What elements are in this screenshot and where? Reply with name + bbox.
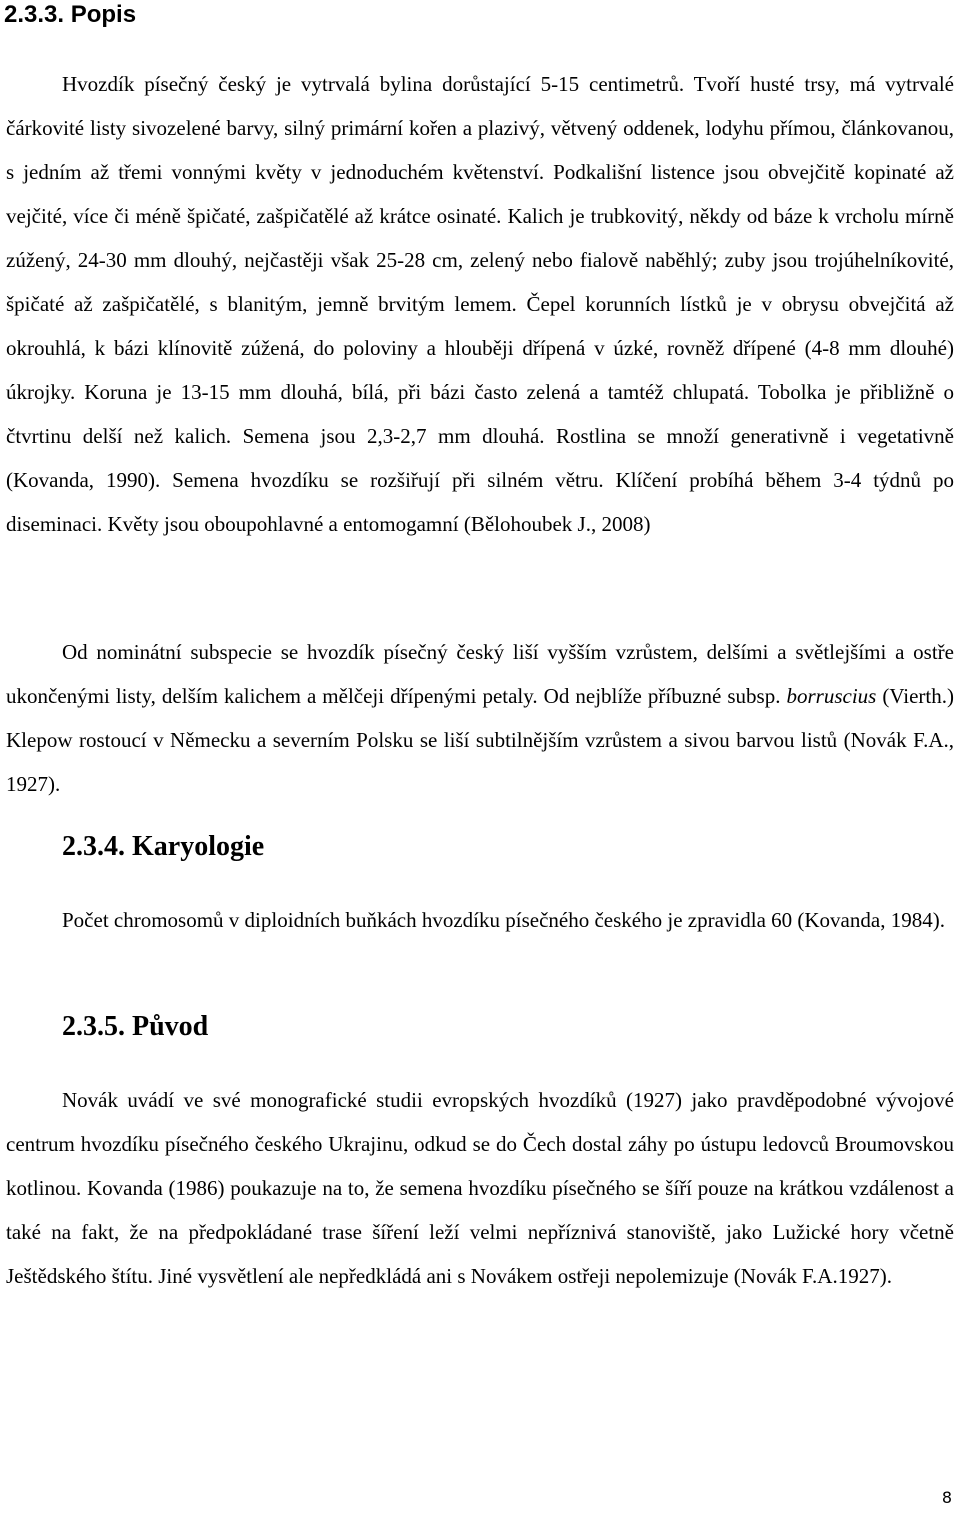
taxon-name-italic: borruscius [786, 684, 877, 708]
paragraph-karyologie: Počet chromosomů v diploidních buňkách hvozdíku písečného českého je zpravidla 60 (Kovanda, 1984). [62, 908, 945, 932]
paragraph-popis-2-text-b: (Vierth.) Klepow rostoucí v Německu a severním Polsku se liší subtilnějším vzrůstem a sivou barvou listů (Novák F.A., 1927). [6, 684, 954, 796]
paragraph-puvod: Novák uvádí ve své monografické studii evropských hvozdíků (1927) jako pravděpodobné vývojové centrum hvozdíku písečného českého Ukrajinu, odkud se do Čech dostal záhy po ústupu ledovců Broumovskou kotlinou. Kovanda (1986) poukazuje na to, že semena hvozdíku písečného se šíří pouze na krátkou vzdálenost a také na fakt, že na předpokládané trase šíření leží velmi nepříznivá stanoviště, jako Lužické hory včetně Ještědského štítu. Jiné vysvětlení ale nepředkládá ani s Novákem ostřeji nepolemizuje (Novák F.A.1927). [6, 1088, 954, 1288]
page-number: 8 [941, 1488, 952, 1507]
paragraph-popis-2-text-a: Od nominátní subspecie se hvozdík písečný český liší vyšším vzrůstem, delšími a světlejšími a ostře ukončenými listy, delším kalichem a mělčeji dřípenými petaly. Od nejblíže příbuzné subsp. [6, 640, 954, 708]
section-heading-puvod: 2.3.5. Původ [62, 1011, 209, 1042]
paragraph-popis-2 [6, 630, 954, 806]
section-heading-karyologie: 2.3.4. Karyologie [62, 831, 265, 862]
section-heading-popis: 2.3.3. Popis [4, 1, 137, 28]
paragraph-popis-1: Hvozdík písečný český je vytrvalá bylina dorůstající 5-15 centimetrů. Tvoří husté trsy, má vytrvalé čárkovité listy sivozelené barvy, silný primární kořen a plazivý, větvený oddenek, lodyhu přímou, článkovanou, s jedním až třemi vonnými květy v jednoduchém květenství. Podkališní listence jsou obvejčitě kopinaté až vejčité, více či méně špičaté, zašpičatělé až krátce osinaté. Kalich je trubkovitý, někdy od báze k vrcholu mírně zúžený, 24-30 mm dlouhý, nejčastěji však 25-28 cm, zelený nebo fialově naběhlý; zuby jsou trojúhelníkovité, špičaté až zašpičatělé, s blanitým, jemně brvitým lemem. Čepel korunních lístků je v obrysu obvejčitá až okrouhlá, k bázi klínovitě zúžená, do poloviny a hlouběji dřípená v úzké, rovněž dřípené (4-8 mm dlouhé) úkrojky. Koruna je 13-15 mm dlouhá, bílá, při bázi často zelená a tamtéž chlupatá. Tobolka je přibližně o čtvrtinu delší než kalich. Semena jsou 2,3-2,7 mm dlouhá. Rostlina se množí generativně i vegetativně (Kovanda, 1990). Semena hvozdíku se rozšiřují při silném větru. Klíčení probíhá během 3-4 týdnů po diseminaci. Květy jsou oboupohlavné a entomogamní (Bělohoubek J., 2008) [6, 72, 954, 536]
